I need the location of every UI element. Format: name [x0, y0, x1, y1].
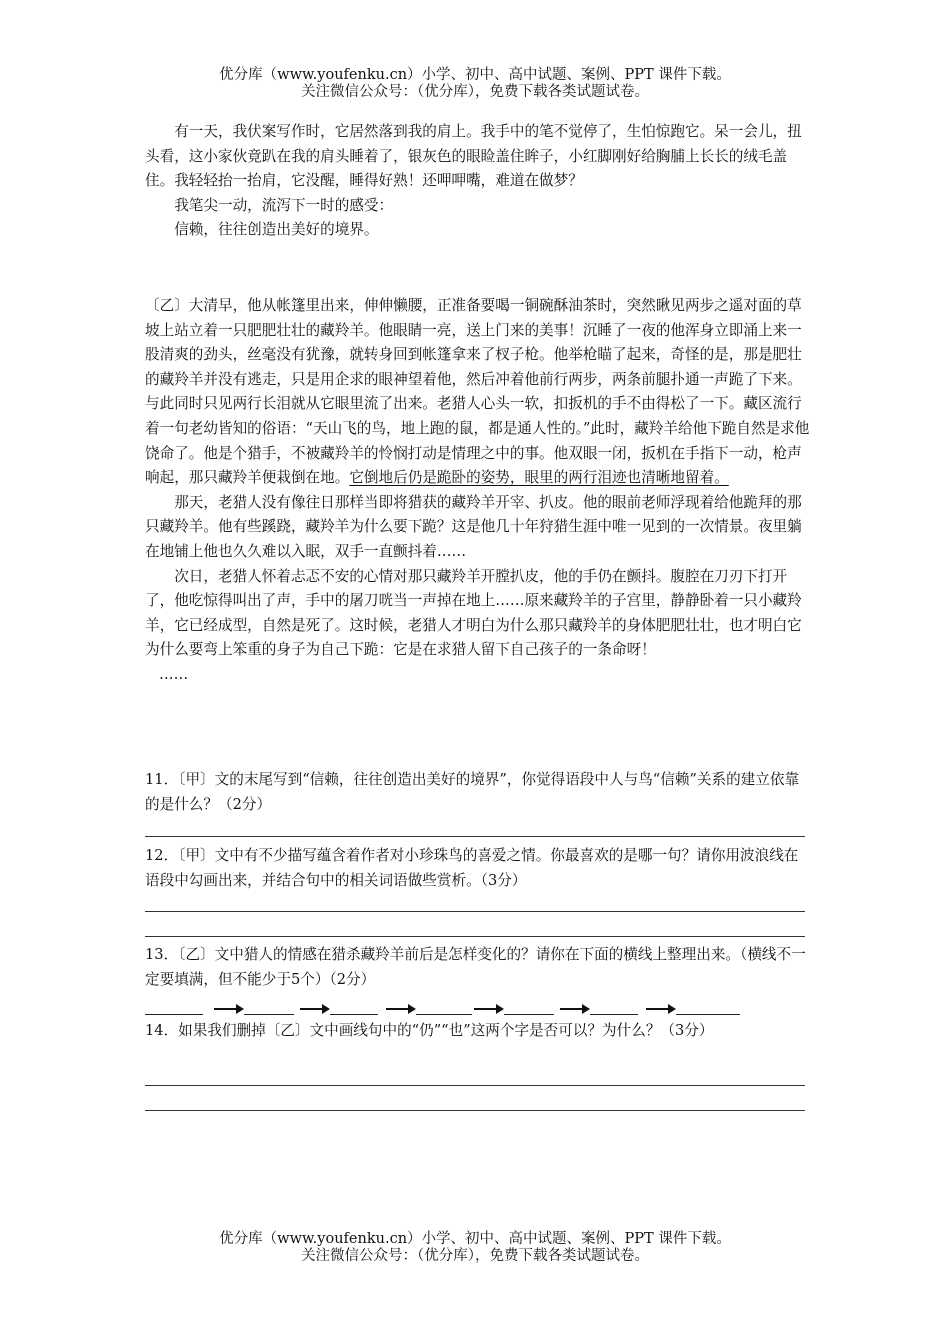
page-header [0, 67, 950, 101]
flow-blank-1[interactable] [145, 1014, 203, 1015]
yi-paragraph-3: 次日，老猎人怀着忐忑不安的心情对那只藏羚羊开膛扒皮，他的手仍在颤抖。腹腔在刀刃下打开了，他吃惊得叫出了声，手中的屠刀咣当一声掉在地上……原来藏羚羊的子宫里，静静卧着一只小藏羚羊，它已经成型，自然是死了。这时候，老猎人才明白为什么那只藏羚羊的身体肥肥壮壮，也才明白它为什么要弯上笨重的身子为自己下跪：它是在求猎人留下自己孩子的一条命呀！ [145, 567, 802, 659]
yi-paragraph-2: 那天，老猎人没有像往日那样当即将猎获的藏羚羊开宰、扒皮。他的眼前老师浮现着给他跪拜的那只藏羚羊。他有些蹊跷，藏羚羊为什么要下跪？这是他几十年狩猎生涯中唯一见到的一次情景。夜里躺在地铺上他也久久难以入眠，双手一直颤抖着…… [145, 493, 802, 560]
answer-line-q14-1[interactable] [145, 1085, 805, 1086]
jia-paragraph-2: 我笔尖一动，流泻下一时的感受： [174, 196, 394, 214]
flow-blank-2[interactable] [244, 1014, 294, 1015]
header-line-2: 关注微信公众号：（优分库），免费下载各类试题试卷。 [301, 84, 649, 100]
flow-blank-6[interactable] [590, 1014, 638, 1015]
arrow-right-icon [386, 1002, 416, 1016]
question-12-text: 12．〔甲〕文中有不少描写蕴含着作者对小珍珠鸟的喜爱之情。你最喜欢的是哪一句？请你用波浪线在语段中勾画出来，并结合句中的相关词语做些赏析。（3分） [145, 847, 799, 889]
header-line-1: 优分库（www.youfenku.cn）小学、初中、高中试题、案例、PPT 课件下载。 [219, 67, 731, 83]
underlined-sentence: 它倒地后仍是跪卧的姿势，眼里的两行泪迹也清晰地留着。 [349, 469, 729, 487]
arrow-right-icon [474, 1002, 504, 1016]
question-12 [145, 843, 810, 893]
page-footer [0, 1231, 950, 1265]
footer-line-1: 优分库（www.youfenku.cn）小学、初中、高中试题、案例、PPT 课件下载。 [219, 1231, 731, 1247]
flow-blank-5[interactable] [504, 1014, 554, 1015]
question-13-text: 13．〔乙〕文中猎人的情感在猎杀藏羚羊前后是怎样变化的？请你在下面的横线上整理出来。（横线不一定要填满，但不能少于5个）（2分） [145, 946, 806, 988]
answer-line-q12-1[interactable] [145, 911, 805, 912]
arrow-right-icon [646, 1002, 676, 1016]
answer-line-q12-2[interactable] [145, 936, 805, 937]
yi-paragraph-1 [145, 294, 810, 491]
arrow-right-icon [560, 1002, 590, 1016]
question-11 [145, 767, 810, 817]
question-14 [145, 1018, 810, 1043]
flow-blank-3[interactable] [330, 1014, 378, 1015]
jia-paragraph-3: 信赖，往往创造出美好的境界。 [174, 221, 379, 239]
jia-paragraph-1: 有一天，我伏案写作时，它居然落到我的肩上。我手中的笔不觉停了，生怕惊跑它。呆一会儿，扭头看，这小家伙竟趴在我的肩头睡着了，银灰色的眼睑盖住眸子，小红脚刚好给胸脯上长长的绒毛盖住。我轻轻抬一抬肩，它没醒，睡得好熟！还呷呷嘴，难道在做梦？ [145, 123, 802, 190]
question-13 [145, 942, 810, 992]
answer-line-q11[interactable] [145, 836, 805, 837]
arrow-right-icon [214, 1002, 244, 1016]
flow-blank-4[interactable] [416, 1014, 472, 1015]
yi-ellipsis: …… [159, 665, 189, 683]
yi-paragraph-1-text: 〔乙〕大清早，他从帐篷里出来，伸伸懒腰，正准备要喝一铜碗酥油茶时，突然瞅见两步之遥对面的草坡上站立着一只肥肥壮壮的藏羚羊。他眼睛一亮，送上门来的美事！沉睡了一夜的他浑身立即涌上来一股清爽的劲头，丝毫没有犹豫，就转身回到帐篷拿来了杈子枪。他举枪瞄了起来，奇怪的是，那是肥壮的藏羚羊并没有逃走，只是用企求的眼神望着他，然后冲着他前行两步，两条前腿扑通一声跪了下来。与此同时只见两行长泪就从它眼里流了出来。老猎人心头一软，扣扳机的手不由得松了一下。藏区流行着一句老幼皆知的俗语：“天山飞的鸟，地上跑的鼠，都是通人性的。”此时，藏羚羊给他下跪自然是求他饶命了。他是个猎手，不被藏羚羊的怜悯打动是情理之中的事。他双眼一闭，扳机在手指下一动，枪声响起，那只藏羚羊便栽倒在地。 [145, 297, 810, 487]
passage-yi [145, 294, 810, 688]
footer-line-2: 关注微信公众号：（优分库），免费下载各类试题试卷。 [301, 1248, 649, 1264]
emotion-flow-chain [145, 996, 805, 1016]
answer-line-q14-2[interactable] [145, 1110, 805, 1111]
arrow-right-icon [300, 1002, 330, 1016]
question-11-text: 11．〔甲〕文的末尾写到“信赖，往往创造出美好的境界”，你觉得语段中人与鸟“信赖”关系的建立依靠的是什么？（2分） [145, 771, 800, 813]
question-14-text: 14．如果我们删掉〔乙〕文中画线句中的“仍”“也”这两个字是否可以？为什么？（3分） [145, 1022, 714, 1039]
passage-jia [145, 120, 810, 243]
flow-blank-7[interactable] [676, 1014, 740, 1015]
